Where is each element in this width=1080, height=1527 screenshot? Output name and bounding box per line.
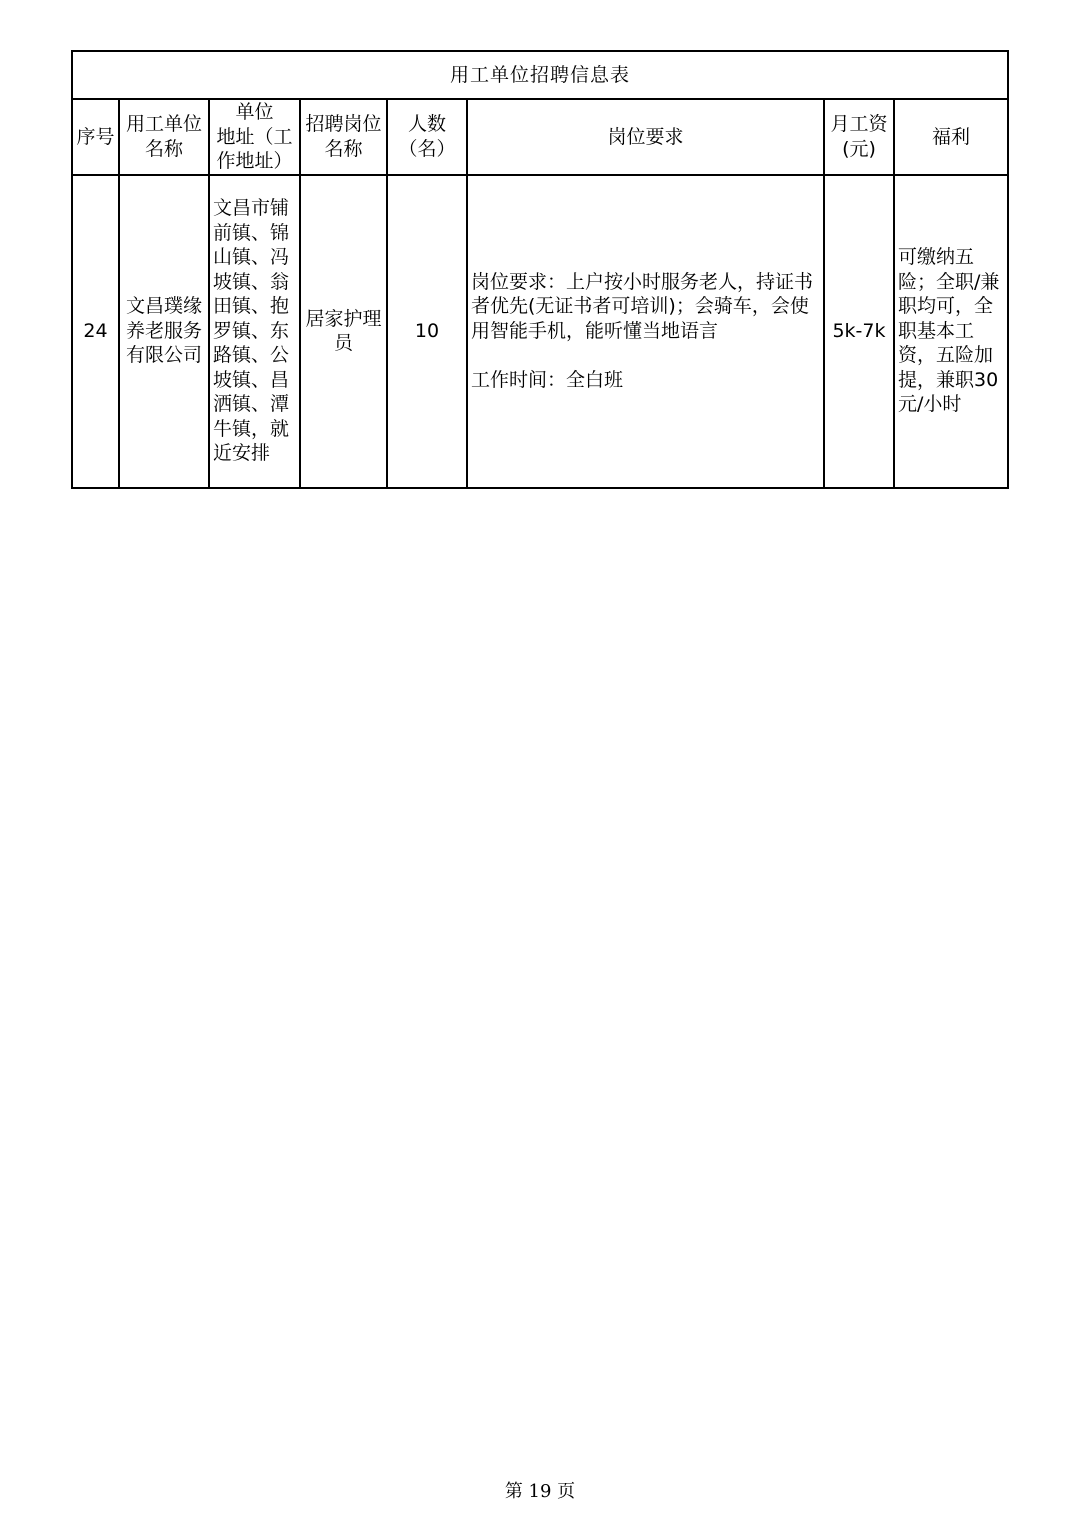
header-position: 招聘岗位 名称 bbox=[300, 99, 387, 175]
header-address: 单位 地址（工 作地址） bbox=[209, 99, 300, 175]
page-number: 第 19 页 bbox=[504, 1481, 576, 1502]
header-benefits: 福利 bbox=[894, 99, 1008, 175]
cell-company: 文昌璞缘养老服务有限公司 bbox=[119, 175, 209, 488]
cell-salary: 5k-7k bbox=[824, 175, 894, 488]
header-count: 人数 （名） bbox=[387, 99, 467, 175]
cell-address: 文昌市铺前镇、锦山镇、冯坡镇、翁田镇、抱罗镇、东路镇、公坡镇、昌洒镇、潭牛镇，就近安排 bbox=[209, 175, 300, 488]
table-row bbox=[72, 175, 1008, 488]
header-requirements: 岗位要求 bbox=[467, 99, 824, 175]
header-row bbox=[72, 99, 1008, 175]
cell-requirements: 岗位要求：上户按小时服务老人，持证书者优先(无证书者可培训)；会骑车，会使用智能手机，能听懂当地语言 工作时间：全白班 bbox=[467, 175, 824, 488]
recruitment-table bbox=[71, 50, 1009, 489]
header-index: 序号 bbox=[72, 99, 119, 175]
cell-position: 居家护理员 bbox=[300, 175, 387, 488]
header-salary: 月工资 (元) bbox=[824, 99, 894, 175]
header-company: 用工单位 名称 bbox=[119, 99, 209, 175]
cell-count: 10 bbox=[387, 175, 467, 488]
cell-index: 24 bbox=[72, 175, 119, 488]
cell-benefits: 可缴纳五险；全职/兼职均可，全职基本工资，五险加提，兼职30元/小时 bbox=[894, 175, 1008, 488]
table-title: 用工单位招聘信息表 bbox=[72, 51, 1008, 99]
